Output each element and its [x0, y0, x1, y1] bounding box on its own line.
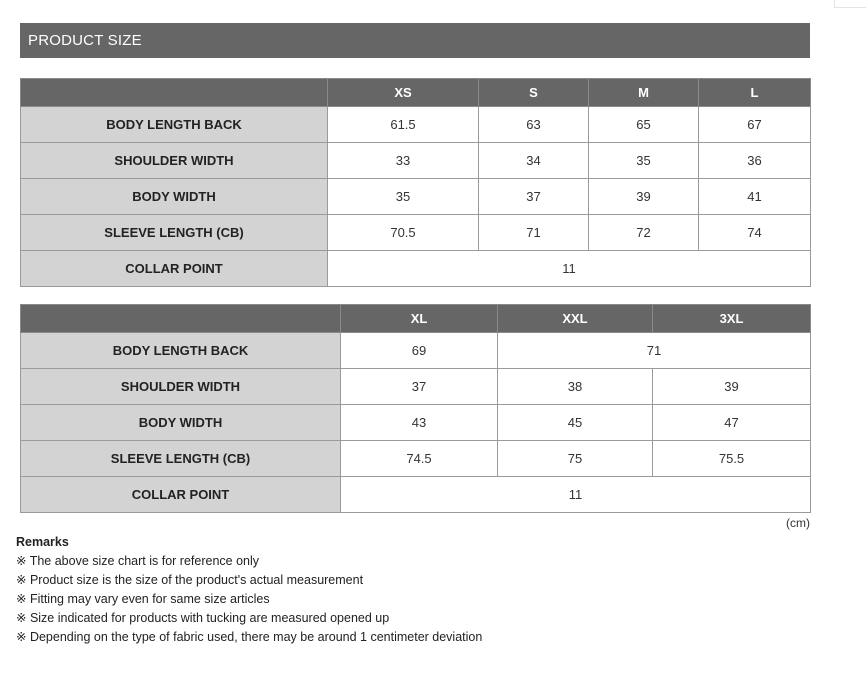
size-header-3xl: 3XL: [653, 305, 811, 333]
size-header-s: S: [479, 79, 589, 107]
list-item: ※ Fitting may vary even for same size articles: [16, 592, 270, 606]
table-row: [21, 441, 811, 477]
table-cell: 41: [699, 179, 811, 215]
table-row: [21, 477, 811, 513]
table-cell: 43: [341, 405, 498, 441]
row-label-body-length-back: BODY LENGTH BACK: [21, 333, 341, 369]
product-size-title: PRODUCT SIZE: [20, 23, 810, 58]
table-cell-merged: 71: [498, 333, 811, 369]
table-cell: 35: [328, 179, 479, 215]
table-cell: 61.5: [328, 107, 479, 143]
table-cell: 37: [341, 369, 498, 405]
table-row: [21, 143, 811, 179]
size-table-xs-to-l: [20, 78, 811, 287]
table-cell: 63: [479, 107, 589, 143]
remarks-section: [16, 533, 482, 647]
table-cell: 38: [498, 369, 653, 405]
unit-label: (cm): [786, 516, 810, 530]
table-header-row: [21, 305, 811, 333]
table-cell: 35: [589, 143, 699, 179]
table-row: [21, 369, 811, 405]
table-cell: 36: [699, 143, 811, 179]
size-header-xs: XS: [328, 79, 479, 107]
table-cell: 72: [589, 215, 699, 251]
table-cell: 65: [589, 107, 699, 143]
table-header-row: [21, 79, 811, 107]
table-cell: 33: [328, 143, 479, 179]
row-label-shoulder-width: SHOULDER WIDTH: [21, 369, 341, 405]
row-label-sleeve-length: SLEEVE LENGTH (CB): [21, 215, 328, 251]
table-cell: 37: [479, 179, 589, 215]
table-cell: 70.5: [328, 215, 479, 251]
list-item: ※ The above size chart is for reference only: [16, 554, 259, 568]
table-cell: 39: [653, 369, 811, 405]
size-table-xl-to-3xl: [20, 304, 811, 513]
header-corner-cell: [21, 305, 341, 333]
list-item: ※ Depending on the type of fabric used, there may be around 1 centimeter deviation: [16, 630, 483, 644]
table-row: [21, 215, 811, 251]
remarks-title: Remarks: [16, 535, 69, 549]
table-cell: 71: [479, 215, 589, 251]
row-label-body-width: BODY WIDTH: [21, 179, 328, 215]
size-header-xxl: XXL: [498, 305, 653, 333]
row-label-collar-point: COLLAR POINT: [21, 477, 341, 513]
table-cell: 45: [498, 405, 653, 441]
list-item: ※ Size indicated for products with tucking are measured opened up: [16, 611, 390, 625]
table-cell: 69: [341, 333, 498, 369]
row-label-body-width: BODY WIDTH: [21, 405, 341, 441]
table-cell: 75: [498, 441, 653, 477]
row-label-shoulder-width: SHOULDER WIDTH: [21, 143, 328, 179]
row-label-collar-point: COLLAR POINT: [21, 251, 328, 287]
table-cell: 74: [699, 215, 811, 251]
header-corner-cell: [21, 79, 328, 107]
table-cell: 34: [479, 143, 589, 179]
table-cell: 47: [653, 405, 811, 441]
table-cell: 74.5: [341, 441, 498, 477]
table-cell-merged: 11: [328, 251, 811, 287]
remarks-list: [16, 552, 482, 647]
list-item: ※ Product size is the size of the product's actual measurement: [16, 573, 364, 587]
table-row: [21, 179, 811, 215]
table-cell: 67: [699, 107, 811, 143]
size-header-l: L: [699, 79, 811, 107]
row-label-sleeve-length: SLEEVE LENGTH (CB): [21, 441, 341, 477]
row-label-body-length-back: BODY LENGTH BACK: [21, 107, 328, 143]
table-row: [21, 251, 811, 287]
table-row: [21, 405, 811, 441]
table-cell: 39: [589, 179, 699, 215]
size-header-xl: XL: [341, 305, 498, 333]
table-row: [21, 333, 811, 369]
size-header-m: M: [589, 79, 699, 107]
table-row: [21, 107, 811, 143]
top-right-tab-edge: [834, 0, 866, 8]
table-cell: 75.5: [653, 441, 811, 477]
table-cell-merged: 11: [341, 477, 811, 513]
